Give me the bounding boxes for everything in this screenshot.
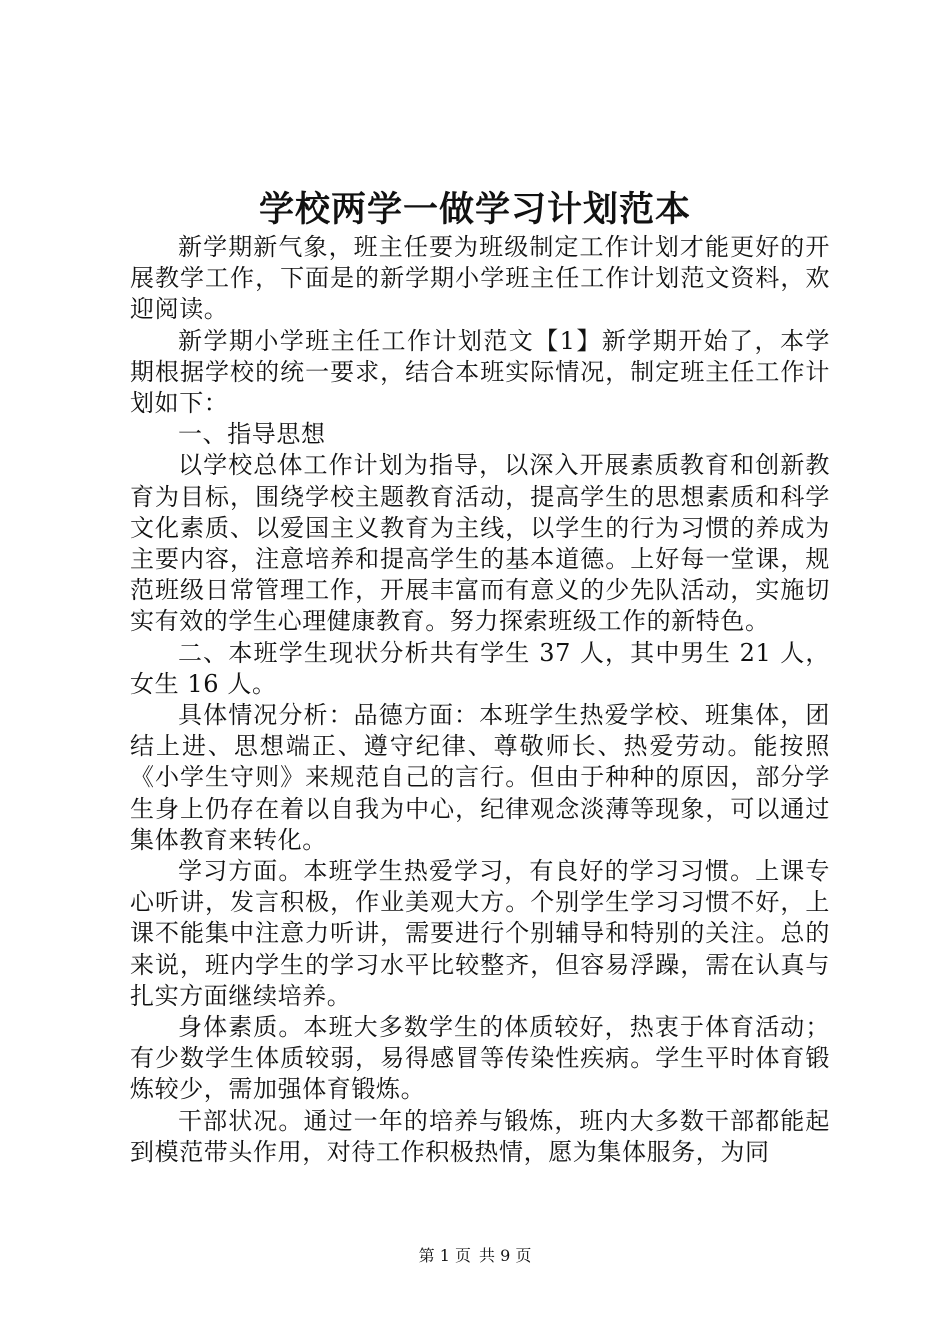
page-number-current: 第 1 页	[418, 1246, 471, 1265]
section-heading-guiding-thought: 一、指导思想	[178, 420, 326, 449]
page-number-total: 共 9 页	[479, 1246, 532, 1265]
paragraph-morality: 具体情况分析：品德方面：本班学生热爱学校、班集体，团结上进、思想端正、遵守纪律、尊敬师长、热爱劳动。能按照《小学生守则》来规范自己的言行。但由于种种的原因，部分学生身上仍存在着以自我为中心，纪律观念淡薄等现象，可以通过集体教育来转化。	[130, 701, 830, 854]
document-title: 学校两学一做学习计划范本	[258, 189, 691, 230]
paragraph-study: 学习方面。本班学生热爱学习，有良好的学习习惯。上课专心听讲，发言积极，作业美观大方。个别学生学习习惯不好，上课不能集中注意力听讲，需要进行个别辅导和特别的关注。总的来说，班内学生的学习水平比较整齐，但容易浮躁，需在认真与扎实方面继续培养。	[130, 857, 830, 1010]
paragraph-guiding-thought: 以学校总体工作计划为指导，以深入开展素质教育和创新教育为目标，围绕学校主题教育活动，提高学生的思想素质和科学文化素质、以爱国主义教育为主线，以学生的行为习惯的养成为主要内容，注意培养和提高学生的基本道德。上好每一堂课，规范班级日常管理工作，开展丰富而有意义的少先队活动，实施切实有效的学生心理健康教育。努力探索班级工作的新特色。	[130, 451, 830, 636]
paragraph-class-status: 二、本班学生现状分析共有学生 37 人，其中男生 21 人，女生 16 人。	[130, 638, 830, 698]
paragraph-cadres: 干部状况。通过一年的培养与锻炼，班内大多数干部都能起到模范带头作用，对待工作积极热情，愿为集体服务，为同	[130, 1106, 830, 1166]
paragraph-physique: 身体素质。本班大多数学生的体质较好，热衷于体育活动；有少数学生体质较弱，易得感冒等传染性疾病。学生平时体育锻炼较少，需加强体育锻炼。	[130, 1013, 830, 1104]
page-footer	[0, 1245, 950, 1267]
paragraph-plan-intro: 新学期小学班主任工作计划范文【1】新学期开始了，本学期根据学校的统一要求，结合本班实际情况，制定班主任工作计划如下：	[130, 326, 830, 418]
document-body	[130, 232, 830, 1168]
paragraph-intro: 新学期新气象，班主任要为班级制定工作计划才能更好的开展教学工作，下面是的新学期小学班主任工作计划范文资料，欢迎阅读。	[130, 233, 830, 324]
